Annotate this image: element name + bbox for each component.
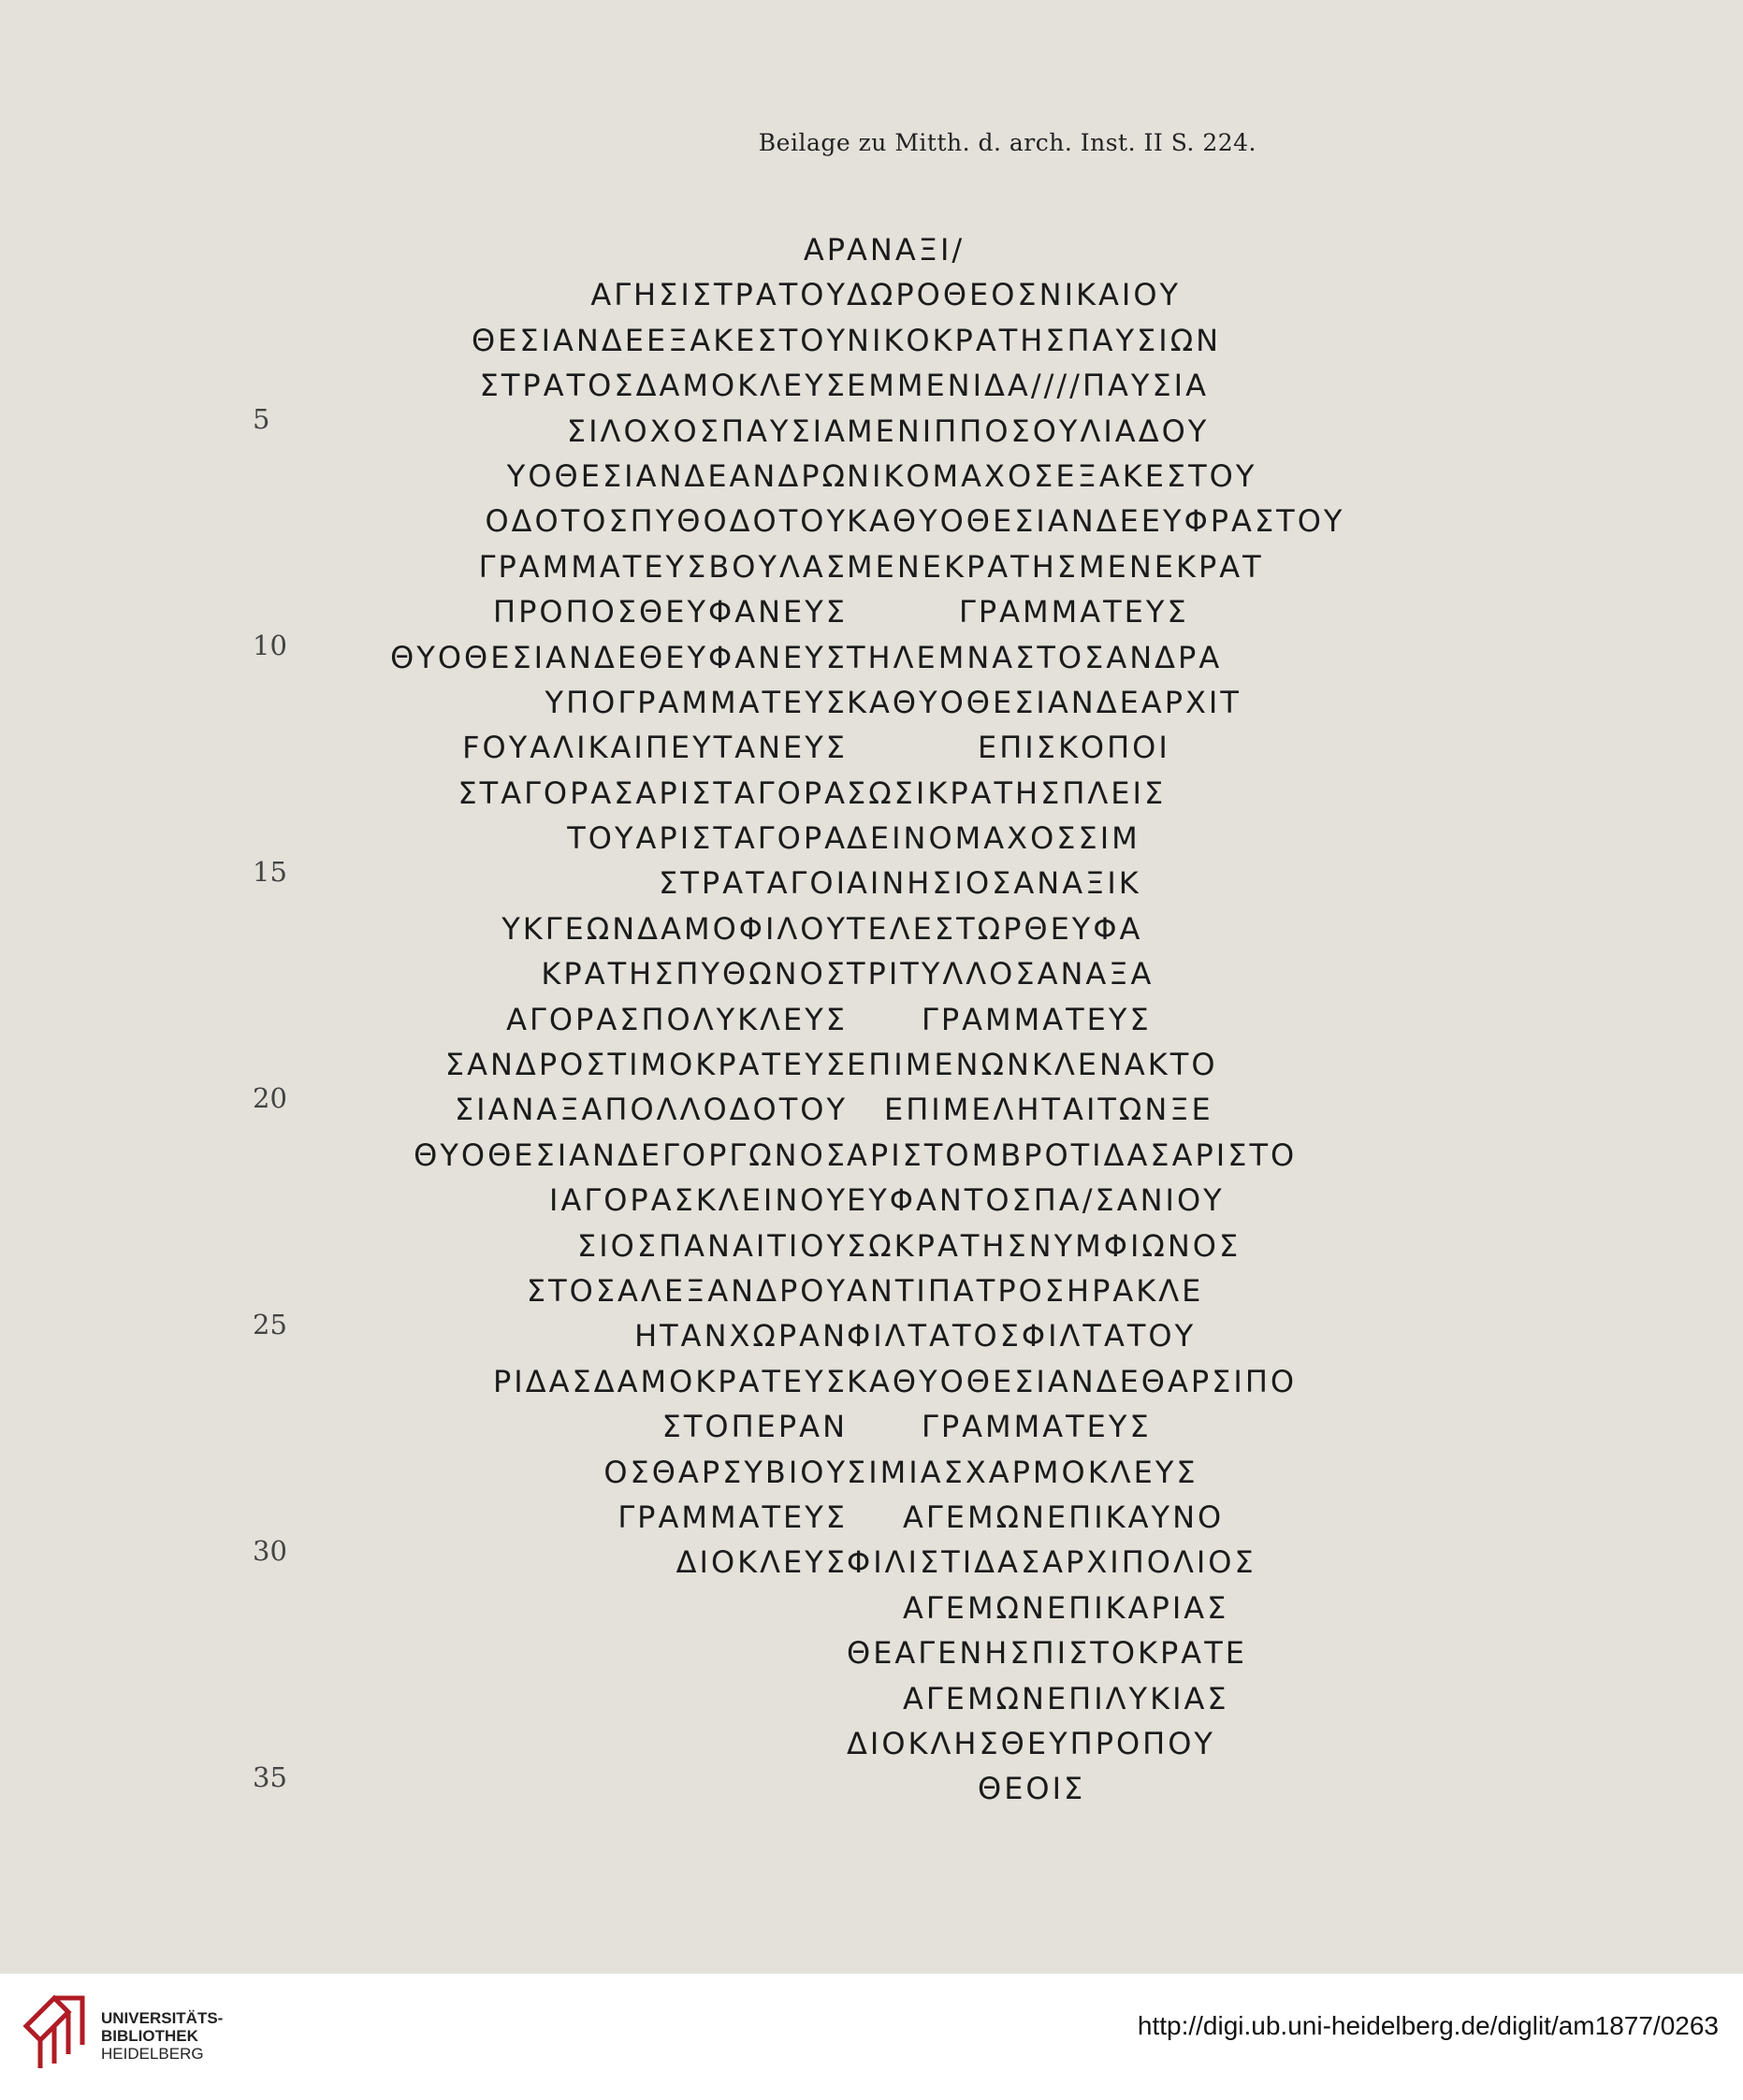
inscription-line: ΑΓΗΣΙΣΤΡΑΤΟΥ xyxy=(590,277,848,313)
inscription-line: ΥΚΓΕΩΝΔΑΜΟΦΙΛΟΥ xyxy=(501,910,848,947)
inscription-line: ΣΑΝΔΡΟΣΤΙΜΟΚΡΑΤΕΥΣ xyxy=(444,1047,848,1083)
inscription-line: ΣΙΛΟΧΟΣΠΑΥΣΙΑ xyxy=(566,413,848,449)
inscription-line: ΝΙΚΟΚΡΑΤΗΣΠΑΥΣΙΩΝ xyxy=(847,322,1222,358)
inscription-line: ΔΩΡΟΘΕΟΣΝΙΚΑΙΟΥ xyxy=(847,277,1182,313)
inscription-line: ΓΡΑΜΜΑΤΕΥΣ xyxy=(922,1409,1152,1445)
inscription-line: ΑΝΑΞΙ/ xyxy=(847,232,966,268)
inscription-line: ΥΟΘΕΣΙΑΝΔΕΑΝΔΡΩ xyxy=(506,457,848,494)
inscription-line: ΠΡΟΠΟΣΘΕΥΦΑΝΕΥΣ xyxy=(493,594,848,630)
inscription-line: ΥΠΟΓΡΑΜΜΑΤΕΥΣ xyxy=(545,684,848,720)
inscription-line: ΣΤΟΠΕΡΑΝ xyxy=(661,1409,848,1445)
page-header: Beilage zu Mitth. d. arch. Inst. II S. 224. xyxy=(758,129,1256,156)
line-number: 20 xyxy=(253,1082,287,1114)
line-number: 30 xyxy=(253,1535,287,1567)
inscription-line: ΡΙΔΑΣΔΑΜΟΚΡΑΤΕΥΣ xyxy=(492,1363,848,1399)
inscription-line: ΣΤΑΓΟΡΑΣΑΡΙΣΤΑΓΟΡΑ xyxy=(458,775,848,811)
inscription-line: ΕΥΦΑΝΤΟΣΠΑ/ΣΑΝΙΟΥ xyxy=(847,1182,1225,1219)
inscription-line: ΣΙΜΙΑΣΧΑΡΜΟΚΛΕΥΣ xyxy=(847,1454,1198,1490)
inscription-line: ΣΤΡΑΤΟΣΔΑΜΟΚΛΕΥΣ xyxy=(479,368,848,404)
inscription-line: ΘΕΑΓΕΝΗΣΠΙΣΤΟΚΡΑΤΕ xyxy=(847,1635,1247,1672)
library-name xyxy=(101,2009,223,2063)
inscription-line: ΣΙΟΣΠΑΝΑΙΤΙΟΥ xyxy=(577,1227,848,1264)
inscription-line: ΝΙΚΟΜΑΧΟΣΕΞΑΚΕΣΤΟΥ xyxy=(847,457,1257,494)
inscription-line: ΘΕΟΙΣ xyxy=(978,1771,1086,1807)
inscription-line: ΕΠΙΜΕΛΗΤΑΙΤΩΝΞΕ xyxy=(884,1092,1213,1128)
inscription-line: ΗΤΑΝΧΩΡΑΝ xyxy=(634,1318,848,1354)
inscription-line: ΑΝΤΙΠΑΤΡΟΣΗΡΑΚΛΕ xyxy=(847,1272,1204,1309)
inscription-line: ΑΓΕΜΩΝΕΠΙΚΑΡΙΑΣ xyxy=(903,1589,1229,1626)
inscription-line: ΟΣΘΑΡΣΥΒΙΟΥ xyxy=(603,1454,848,1490)
line-number: 5 xyxy=(253,403,270,435)
inscription-line: ΣΤΡΑΤΑΓΟΙ xyxy=(659,865,848,902)
inscription-line: ΣΩΚΡΑΤΗΣΝΥΜΦΙΩΝΟΣ xyxy=(847,1227,1242,1264)
university-library-logo-icon xyxy=(17,1989,101,2073)
library-name-line: BIBLIOTHEK xyxy=(101,2027,198,2045)
inscription-line: ΟΔΟΤΟΣΠΥΘΟΔΟΤΟΥ xyxy=(485,503,848,540)
inscription-line: ΚΑΘΥΟΘΕΣΙΑΝΔΕΕΥΦΡΑΣΤΟΥ xyxy=(847,503,1345,540)
inscription-line: ΕΠΙΣΚΟΠΟΙ xyxy=(978,730,1170,766)
source-url-link[interactable]: http://digi.ub.uni-heidelberg.de/diglit/am1877/0263 xyxy=(1137,2011,1719,2040)
inscription-line: ΔΙΟΚΛΗΣΘΕΥΠΡΟΠΟΥ xyxy=(847,1725,1215,1761)
inscription-line: ΘΥΟΘΕΣΙΑΝΔΕΓΟΡΓΩΝΟΣ xyxy=(414,1137,848,1173)
inscription-line: ϜΟΥΑΛΙΚΑΙΠΕΥΤΑΝΕΥΣ xyxy=(462,730,848,766)
library-name-line: HEIDELBERG xyxy=(101,2045,204,2063)
inscription-line: ΤΗΛΕΜΝΑΣΤΟΣΑΝΔΡΑ xyxy=(847,639,1223,675)
inscription-line: ΦΙΛΙΣΤΙΔΑΣΑΡΧΙΠΟΛΙΟΣ xyxy=(847,1544,1256,1581)
inscription-line: ΕΜΜΕΝΙΔΑ////ΠΑΥΣΙΑ xyxy=(847,368,1209,404)
inscription-line: ΔΙΟΚΛΕΥΣ xyxy=(675,1544,848,1581)
inscription-line: ΚΑΘΥΟΘΕΣΙΑΝΔΕΘΑΡΣΙΠΟ xyxy=(847,1363,1298,1399)
inscription-line: ΣΙΑΝΑΞΑΠΟΛΛΟΔΟΤΟΥ xyxy=(454,1092,848,1128)
inscription-line: ΘΕΣΙΑΝΔΕΕΞΑΚΕΣΤΟΥ xyxy=(471,322,848,358)
inscription-line: ΑΓΕΜΩΝΕΠΙΛΥΚΙΑΣ xyxy=(903,1680,1229,1716)
inscription-line: ΑΡΙΣΤΟΜΒΡΟΤΙΔΑΣΑΡΙΣΤΟ xyxy=(847,1137,1298,1173)
inscription-line: ΑΓΕΜΩΝΕΠΙΚΑΥΝΟ xyxy=(903,1499,1225,1535)
line-number: 15 xyxy=(253,856,287,888)
inscription-line: ΜΕΝΕΚΡΑΤΗΣΜΕΝΕΚΡΑΤ xyxy=(847,548,1264,585)
inscription-line: ΘΥΟΘΕΣΙΑΝΔΕΘΕΥΦΑΝΕΥΣ xyxy=(390,639,848,675)
inscription-line: ΑΓΟΡΑΣΠΟΛΥΚΛΕΥΣ xyxy=(506,1001,848,1037)
inscription-line: ΙΑΓΟΡΑΣΚΛΕΙΝΟΥ xyxy=(549,1182,848,1219)
line-number: 25 xyxy=(253,1309,287,1340)
inscription-line: ΕΠΙΜΕΝΩΝΚΛΕΝΑΚΤΟ xyxy=(847,1047,1218,1083)
inscription-line: ΚΡΑΤΗΣΠΥΘΩΝΟΣ xyxy=(541,956,848,992)
inscription-line: ΣΤΟΣΑΛΕΞΑΝΔΡΟΥ xyxy=(526,1272,848,1309)
inscription-line: ΤΕΛΕΣΤΩΡΘΕΥΦΑ xyxy=(847,910,1143,947)
inscription-right-column xyxy=(847,227,1371,1812)
inscription-line: ΓΡΑΜΜΑΤΕΥΣ xyxy=(617,1499,848,1535)
inscription-left-column xyxy=(352,227,848,1586)
inscription-line: ΓΡΑΜΜΑΤΕΥΣΒΟΥΛΑΣ xyxy=(478,548,848,585)
inscription-line: ΤΡΙΤΥΛΛΟΣΑΝΑΞΑ xyxy=(847,956,1155,992)
inscription-line: ΑΙΝΗΣΙΟΣΑΝΑΞΙΚ xyxy=(847,865,1141,902)
line-number: 10 xyxy=(253,630,287,661)
inscription-line: ΓΡΑΜΜΑΤΕΥΣ xyxy=(959,594,1189,630)
inscription-line: ΜΕΝΙΠΠΟΣΟΥΛΙΑΔΟΥ xyxy=(847,413,1210,449)
inscription-line: ΚΑΘΥΟΘΕΣΙΑΝΔΕΑΡΧΙΤ xyxy=(847,684,1242,720)
inscription-line: ΦΙΛΤΑΤΟΣΦΙΛΤΑΤΟΥ xyxy=(847,1318,1197,1354)
inscription-line: ΔΕΙΝΟΜΑΧΟΣΣΙΜ xyxy=(847,820,1140,857)
library-footer xyxy=(0,1974,1743,2100)
inscription-line: ΣΩΣΙΚΡΑΤΗΣΠΛΕΙΣ xyxy=(847,775,1167,811)
library-name-line: UNIVERSITÄTS- xyxy=(101,2009,224,2027)
line-number: 35 xyxy=(253,1761,287,1793)
inscription-line: ΤΟΥΑΡΙΣΤΑΓΟΡΑ xyxy=(567,820,848,857)
inscription-line: ΑΡ xyxy=(803,232,848,268)
inscription-line: ΓΡΑΜΜΑΤΕΥΣ xyxy=(922,1001,1152,1037)
